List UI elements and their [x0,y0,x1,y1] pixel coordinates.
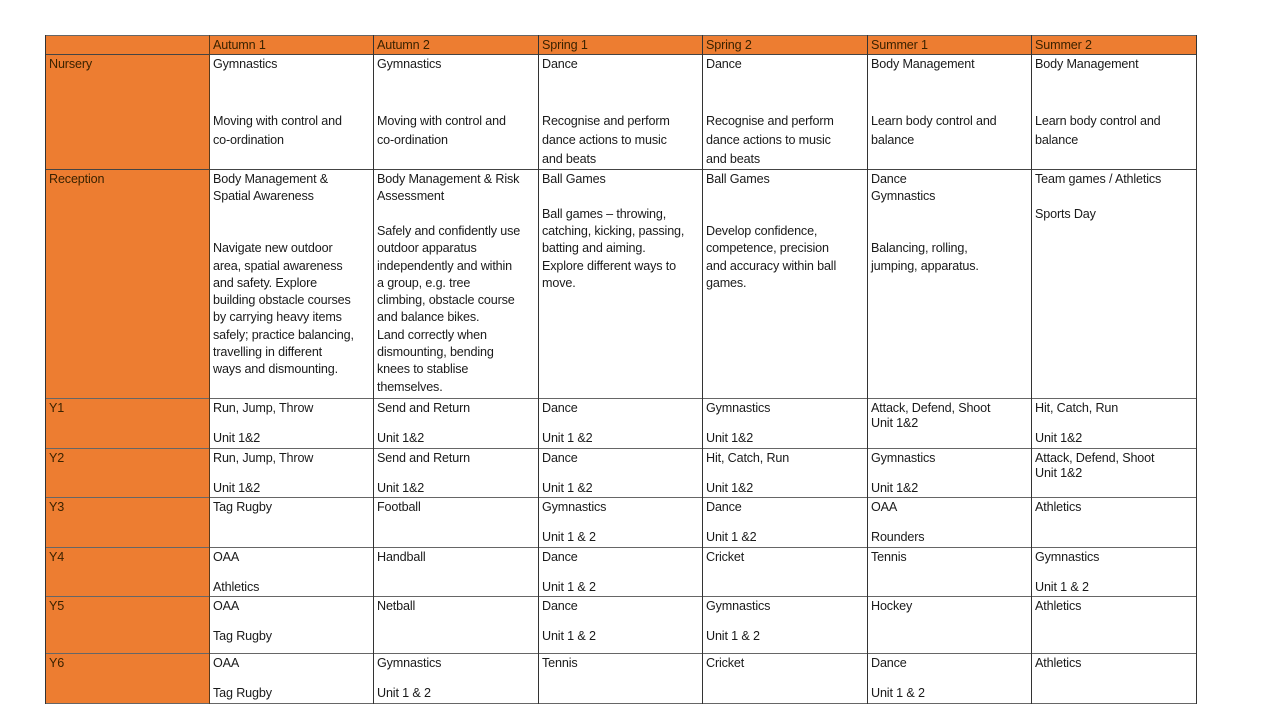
row-header [45,170,209,399]
cell-text-line: Unit 1&2 [871,481,919,495]
cell-text-line: Dance [542,451,578,465]
cell-text-line: ways and dismounting. [213,362,338,377]
column-header-label: Spring 2 [706,38,752,52]
cell-text-line: Cricket [706,656,745,670]
cell-text-line: Unit 1&2 [213,431,261,445]
table-cell [702,449,867,498]
cell-text-line: Recognise and perform [542,114,670,128]
table-cell [538,170,702,399]
cell-text-line: Y3 [49,500,65,514]
table-cell [702,498,867,548]
cell-text-line: Unit 1 & 2 [871,686,925,700]
cell-text-line: Dance [706,57,742,71]
cell-text-line: Unit 1&2 [213,481,261,495]
table-cell [702,597,867,654]
table-cell [1031,55,1196,170]
column-header [373,35,538,55]
cell-text-line: Rounders [871,530,925,544]
cell-text-line: Unit 1&2 [1035,466,1083,480]
column-header-label: Autumn 2 [377,38,430,52]
cell-text-line: and safety. Explore [213,275,318,290]
cell-text-line: Gymnastics [706,401,771,415]
cell-text-line: Body Management [871,57,975,71]
table-cell [1031,399,1196,449]
cell-text-line: Tag Rugby [213,686,272,700]
table-cell [702,548,867,597]
table-cell [702,654,867,704]
table-cell [373,597,538,654]
cell-text-line: Dance [871,172,907,186]
table-cell [702,170,867,399]
table-cell [209,55,373,170]
table-column-divider [867,35,868,704]
column-header [867,35,1031,55]
cell-text-line: co-ordination [213,133,284,147]
header-corner-cell [45,35,209,55]
cell-text-line: dance actions to music [542,133,667,147]
cell-text-line: Handball [377,550,426,564]
cell-text-line: Nursery [49,57,93,71]
cell-text-line: Dance [542,599,578,613]
table-row-divider [45,448,1196,449]
table-cell [1031,170,1196,399]
cell-text-line: Safely and confidently use [377,223,521,238]
cell-text-line: Unit 1&2 [377,481,425,495]
cell-text-line: Spatial Awareness [213,189,314,204]
table-cell [209,498,373,548]
cell-text-line: balance [871,133,915,147]
cell-text-line: Tag Rugby [213,629,272,643]
cell-text-line: Sports Day [1035,206,1096,221]
cell-text-line: OAA [213,656,240,670]
table-row-divider [45,398,1196,399]
table-cell [867,399,1031,449]
table-cell [538,548,702,597]
cell-text-line: Land correctly when [377,327,487,342]
row-header [45,597,209,654]
cell-text-line: OAA [213,599,240,613]
cell-text-line: catching, kicking, passing, [542,223,685,238]
cell-text-line: Gymnastics [377,57,442,71]
table-row-divider [45,596,1196,597]
cell-text-line: Gymnastics [377,656,442,670]
cell-text-line: move. [542,275,576,290]
cell-text-line: OAA [871,500,898,514]
table-cell [209,548,373,597]
cell-text-line: OAA [213,550,240,564]
table-cell [867,548,1031,597]
table-cell [867,55,1031,170]
table-cell [867,597,1031,654]
table-cell [373,399,538,449]
cell-text-line: Unit 1 & 2 [542,580,596,594]
table-row-divider [45,169,1196,170]
table-cell [867,170,1031,399]
cell-text-line: Unit 1 & 2 [542,629,596,643]
table-cell [867,449,1031,498]
column-header [702,35,867,55]
cell-text-line: Unit 1&2 [1035,431,1083,445]
cell-text-line: outdoor apparatus [377,241,477,256]
cell-text-line: Athletics [213,580,260,594]
table-column-divider [1196,35,1197,704]
cell-text-line: Send and Return [377,451,470,465]
cell-text-line: Unit 1 &2 [542,431,593,445]
cell-text-line: travelling in different [213,345,323,359]
table-row-divider [45,547,1196,548]
cell-text-line: balance [1035,133,1079,147]
cell-text-line: Y4 [49,550,65,564]
cell-text-line: a group, e.g. tree [377,275,471,290]
cell-text-line: Learn body control and [1035,114,1161,128]
cell-text-line: Unit 1 & 2 [1035,580,1089,594]
cell-text-line: and balance bikes. [377,310,480,325]
cell-text-line: Unit 1 &2 [706,530,757,544]
column-header-label: Spring 1 [542,38,588,52]
cell-text-line: Netball [377,599,416,613]
cell-text-line: Body Management [1035,57,1139,71]
table-cell [1031,654,1196,704]
row-header [45,548,209,597]
cell-text-line: Body Management & Risk [377,172,520,186]
cell-text-line: co-ordination [377,133,448,147]
table-cell [373,170,538,399]
table-column-divider [1031,35,1032,704]
cell-text-line: Gymnastics [706,599,771,613]
cell-text-line: Unit 1&2 [706,431,754,445]
cell-text-line: safely; practice balancing, [213,327,354,342]
table-row-divider [45,497,1196,498]
cell-text-line: jumping, apparatus. [871,258,979,273]
cell-text-line: independently and within [377,258,513,273]
cell-text-line: Football [377,500,421,514]
cell-text-line: Explore different ways to [542,258,676,273]
cell-text-line: Hit, Catch, Run [706,451,790,465]
cell-text-line: Gymnastics [871,189,936,204]
table-cell [209,597,373,654]
table-row-divider [45,54,1196,55]
cell-text-line: themselves. [377,379,443,394]
table-column-divider [702,35,703,704]
cell-text-line: climbing, obstacle course [377,293,515,308]
cell-text-line: Assessment [377,189,445,204]
cell-text-line: Ball Games [706,172,770,186]
table-cell [209,170,373,399]
cell-text-line: Gymnastics [213,57,278,71]
cell-text-line: Unit 1&2 [706,481,754,495]
cell-text-line: competence, precision [706,241,829,256]
cell-text-line: Learn body control and [871,114,997,128]
cell-text-line: Unit 1 &2 [542,481,593,495]
table-cell [373,548,538,597]
table-cell [373,654,538,704]
table-cell [1031,449,1196,498]
cell-text-line: Ball Games [542,172,606,186]
cell-text-line: Attack, Defend, Shoot [1035,451,1155,465]
table-column-divider [538,35,539,704]
cell-text-line: Dance [871,656,907,670]
cell-text-line: Dance [542,57,578,71]
row-header [45,55,209,170]
cell-text-line: batting and aiming. [542,241,646,256]
cell-text-line: Unit 1&2 [871,416,919,430]
cell-text-line: Hit, Catch, Run [1035,401,1119,415]
table-cell [702,399,867,449]
cell-text-line: Athletics [1035,656,1082,670]
cell-text-line: Navigate new outdoor [213,241,333,256]
table-cell [373,55,538,170]
cell-text-line: Gymnastics [542,500,607,514]
table-cell [209,654,373,704]
table-column-divider [209,35,210,704]
cell-text-line: Reception [49,172,105,186]
cell-text-line: Cricket [706,550,745,564]
table-cell [867,654,1031,704]
row-header [45,399,209,449]
cell-text-line: knees to stablise [377,362,469,377]
cell-text-line: Y5 [49,599,65,613]
cell-text-line: Gymnastics [871,451,936,465]
cell-text-line: Unit 1 & 2 [377,686,431,700]
cell-text-line: Balancing, rolling, [871,241,968,256]
table-row-divider [45,703,1196,704]
cell-text-line: and accuracy within ball [706,258,837,273]
cell-text-line: Gymnastics [1035,550,1100,564]
table-row-divider [45,653,1196,654]
table-cell [538,55,702,170]
table-cell [538,399,702,449]
cell-text-line: Tennis [871,550,907,564]
cell-text-line: Unit 1 & 2 [542,530,596,544]
cell-text-line: Attack, Defend, Shoot [871,401,991,415]
column-header [209,35,373,55]
table-cell [209,449,373,498]
cell-text-line: Hockey [871,599,913,613]
cell-text-line: Run, Jump, Throw [213,451,314,465]
cell-text-line: Dance [542,550,578,564]
cell-text-line: Recognise and perform [706,114,834,128]
table-cell [702,55,867,170]
cell-text-line: games. [706,275,747,290]
row-header [45,449,209,498]
table-column-divider [45,35,46,704]
cell-text-line: Tennis [542,656,578,670]
table-cell [538,597,702,654]
table-cell [373,498,538,548]
cell-text-line: Run, Jump, Throw [213,401,314,415]
cell-text-line: Unit 1&2 [377,431,425,445]
table-cell [867,498,1031,548]
cell-text-line: Dance [706,500,742,514]
cell-text-line: Moving with control and [213,114,342,128]
cell-text-line: Moving with control and [377,114,506,128]
cell-text-line: dance actions to music [706,133,831,147]
cell-text-line: area, spatial awareness [213,258,343,273]
cell-text-line: Tag Rugby [213,500,272,514]
table-cell [1031,498,1196,548]
cell-text-line: dismounting, bending [377,345,494,359]
column-header-label: Autumn 1 [213,38,266,52]
table-cell [1031,548,1196,597]
cell-text-line: Dance [542,401,578,415]
cell-text-line: Ball games – throwing, [542,206,667,221]
cell-text-line: Unit 1 & 2 [706,629,760,643]
column-header-label: Summer 2 [1035,38,1092,52]
table-column-divider [373,35,374,704]
column-header-label: Summer 1 [871,38,928,52]
cell-text-line: Y6 [49,656,65,670]
table-cell [538,498,702,548]
cell-text-line: by carrying heavy items [213,310,342,325]
cell-text-line: and beats [706,152,760,166]
cell-text-line: Y1 [49,401,65,415]
cell-text-line: Send and Return [377,401,470,415]
table-row-divider [45,35,1196,36]
table-cell [373,449,538,498]
row-header [45,498,209,548]
row-header [45,654,209,704]
table-cell [538,449,702,498]
cell-text-line: building obstacle courses [213,293,351,308]
cell-text-line: Body Management & [213,172,329,186]
cell-text-line: Team games / Athletics [1035,172,1162,186]
table-cell [1031,597,1196,654]
column-header [1031,35,1196,55]
table-cell [209,399,373,449]
table-cell [538,654,702,704]
column-header [538,35,702,55]
cell-text-line: Y2 [49,451,65,465]
cell-text-line: and beats [542,152,596,166]
cell-text-line: Athletics [1035,599,1082,613]
cell-text-line: Develop confidence, [706,223,818,238]
cell-text-line: Athletics [1035,500,1082,514]
